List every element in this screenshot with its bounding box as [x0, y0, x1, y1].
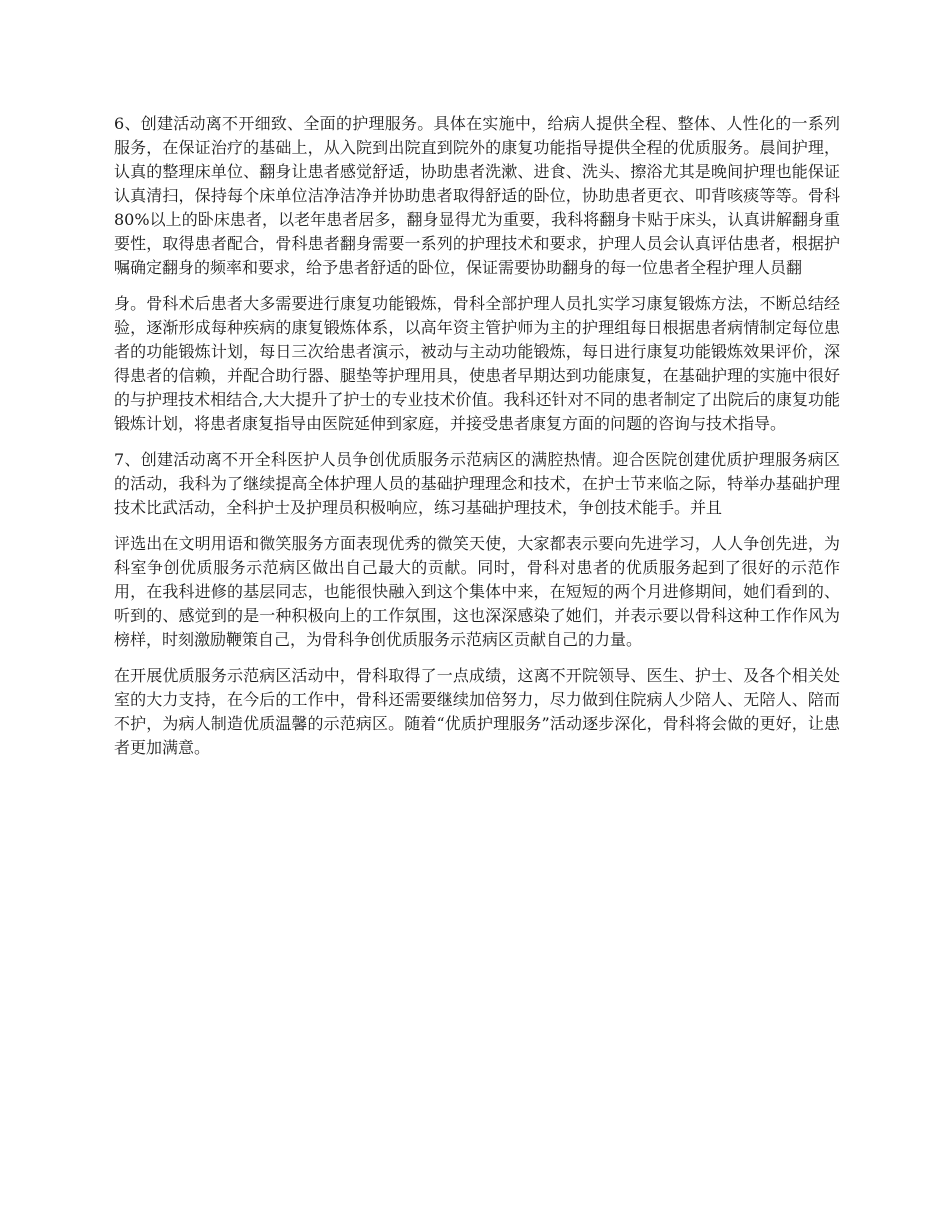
paragraph-4: 评选出在文明用语和微笑服务方面表现优秀的微笑天使，大家都表示要向先进学习，人人争创先进，为科室争创优质服务示范病区做出自己最大的贡献。同时，骨科对患者的优质服务起到了很好的示范作用，在我科进修的基层同志，也能很快融入到这个集体中来，在短短的两个月进修期间，她们看到的、听到的、感觉到的是一种积极向上的工作氛围，这也深深感染了她们，并表示要以骨科这种工作作风为榜样，时刻激励鞭策自己，为骨科争创优质服务示范病区贡献自己的力量。 — [114, 534, 840, 649]
paragraph-2: 身。骨科术后患者大多需要进行康复功能锻炼，骨科全部护理人员扎实学习康复锻炼方法，不断总结经验，逐渐形成每种疾病的康复锻炼体系，以高年资主管护师为主的护理组每日根据患者病情制定每位患者的功能锻炼计划，每日三次给患者演示，被动与主动功能锻炼，每日进行康复功能锻炼效果评价，深得患者的信赖，并配合助行器、腿垫等护理用具，使患者早期达到功能康复，在基础护理的实施中很好的与护理技术相结合,大大提升了护士的专业技术价值。我科还针对不同的患者制定了出院后的康复功能锻炼计划，将患者康复指导由医院延伸到家庭，并接受患者康复方面的问题的咨询与技术指导。 — [114, 294, 840, 433]
paragraph-1: 6、创建活动离不开细致、全面的护理服务。具体在实施中，给病人提供全程、整体、人性化的一系列服务，在保证治疗的基础上，从入院到出院直到院外的康复功能指导提供全程的优质服务。晨间护理，认真的整理床单位、翻身让患者感觉舒适，协助患者洗漱、进食、洗头、擦浴尤其是晚间护理也能保证认真清扫，保持每个床单位洁净洁净并协助患者取得舒适的卧位，协助患者更衣、叩背咳痰等等。骨科80%以上的卧床患者，以老年患者居多，翻身显得尤为重要，我科将翻身卡贴于床头，认真讲解翻身重要性，取得患者配合，骨科患者翻身需要一系列的护理技术和要求，护理人员会认真评估患者，根据护嘱确定翻身的频率和要求，给予患者舒适的卧位，保证需要协助翻身的每一位患者全程护理人员翻 — [114, 114, 840, 277]
document-page — [114, 112, 840, 772]
paragraph-3: 7、创建活动离不开全科医护人员争创优质服务示范病区的满腔热情。迎合医院创建优质护理服务病区的活动，我科为了继续提高全体护理人员的基础护理理念和技术，在护士节来临之际，特举办基础护理技术比武活动，全科护士及护理员积极响应，练习基础护理技术，争创技术能手。并且 — [114, 450, 840, 517]
paragraph-5: 在开展优质服务示范病区活动中，骨科取得了一点成绩，这离不开院领导、医生、护士、及各个相关处室的大力支持，在今后的工作中，骨科还需要继续加倍努力，尽力做到住院病人少陪人、无陪人、陪而不护，为病人制造优质温馨的示范病区。随着“优质护理服务”活动逐步深化，骨科将会做的更好，让患者更加满意。 — [114, 666, 840, 757]
